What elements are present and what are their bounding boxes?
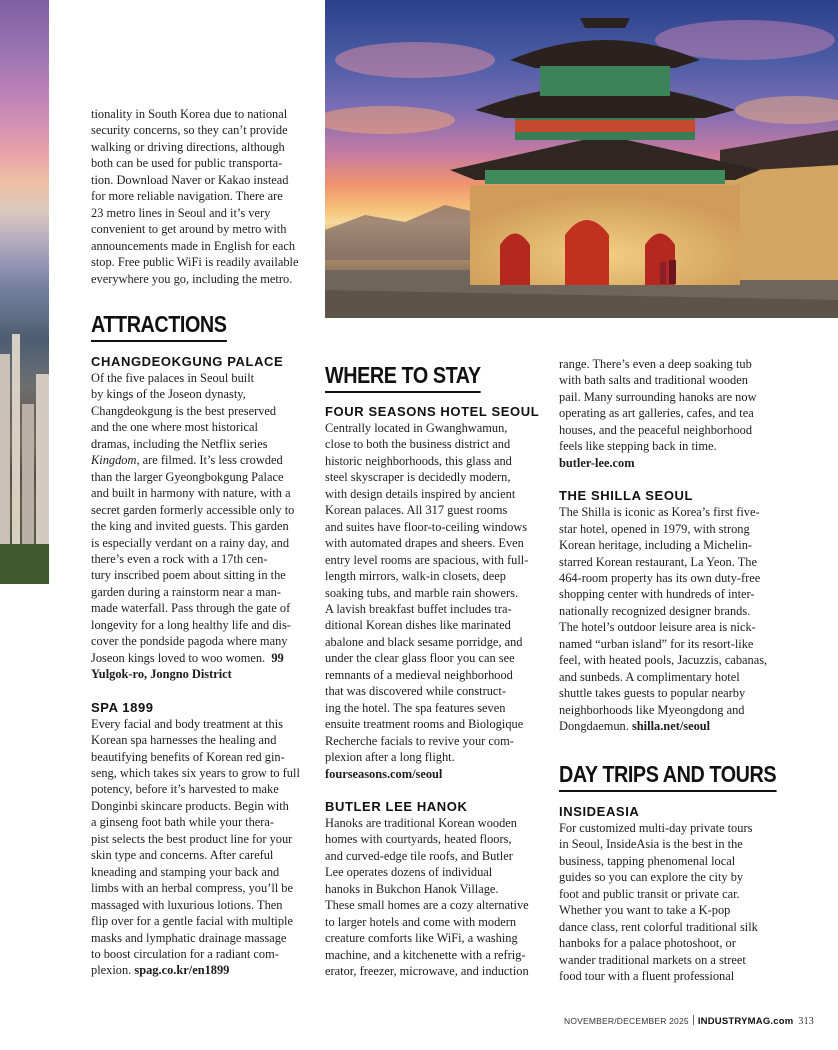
day-trips-section <box>559 761 812 792</box>
body-line: soaking tubs, and marble rain showers. <box>325 585 519 600</box>
body-line: Of the five palaces in Seoul built <box>91 371 255 385</box>
body-line: erator, freezer, microwave, and induction <box>325 964 529 979</box>
body-line: range. There’s even a deep soaking tub <box>559 357 752 371</box>
body-text: plexion. <box>91 963 132 978</box>
body-line: feel, with heated pools, Jacuzzis, cabanas, <box>559 653 768 668</box>
where-to-stay-title: WHERE TO STAY <box>325 362 481 393</box>
intro-line: stop. Free public WiFi is readily available <box>91 255 299 270</box>
body-line: machine, and a kitchenette with a refrig- <box>325 947 526 962</box>
body-line: Whether you want to take a K-pop <box>559 903 731 918</box>
body-line: 464-room property has its own duty-free <box>559 570 761 585</box>
intro-line: walking or driving directions, although <box>91 139 285 154</box>
body-line: masks and lymphatic drainage massage <box>91 930 287 945</box>
body-line <box>91 650 313 666</box>
body-line: Recherche facials to revive your com- <box>325 733 514 748</box>
body-line: pail. Many surrounding hanoks are now <box>559 389 757 404</box>
body-line: and curved-edge tile roofs, and Butler <box>325 848 513 863</box>
body-line: by kings of the Joseon dynasty, <box>91 387 246 402</box>
body-line: there’s even a rock with a 17th cen- <box>91 551 268 566</box>
body-line: ditional Korean dishes like marinated <box>325 618 511 633</box>
body-line: steel skyscraper is decidedly modern, <box>325 470 511 485</box>
body-line: ensuite treatment rooms and Biologique <box>325 717 524 732</box>
body-line <box>91 962 313 978</box>
body-text: Dongdaemun. <box>559 719 629 734</box>
body-line: massaged with luxurious lotions. Then <box>91 897 283 912</box>
column-2 <box>325 404 547 980</box>
body-line: hanboks for a palace photoshoot, or <box>559 936 736 951</box>
intro-line: for more reliable navigation. There are <box>91 189 283 204</box>
body-line: dance class, rent colorful traditional silk <box>559 919 758 934</box>
netflix-series-title: Kingdom <box>91 453 137 468</box>
intro-line: tionality in South Korea due to national <box>91 107 288 121</box>
body-line: to boost circulation for a radiant com- <box>91 946 279 961</box>
body-line: business, tapping phenomenal local <box>559 853 736 868</box>
body-line: Donginbi skincare products. Begin with <box>91 798 289 813</box>
changdeokgung-heading: CHANGDEOKGUNG PALACE <box>91 354 284 369</box>
body-line: For customized multi-day private tours <box>559 821 753 835</box>
body-line: Changdeokgung is the best preserved <box>91 403 277 418</box>
body-line: foot and public transit or private car. <box>559 886 740 901</box>
day-trips-title: DAY TRIPS AND TOURS <box>559 761 776 792</box>
intro-line: both can be used for public transporta- <box>91 156 283 171</box>
body-line: and suites have floor-to-ceiling windows <box>325 519 528 534</box>
intro-line: announcements made in English for each <box>91 238 296 253</box>
body-line: is especially verdant on a rainy day, and <box>91 535 290 550</box>
body-line: made waterfall. Pass through the gate of <box>91 601 291 616</box>
body-line: potency, before it’s harvested to make <box>91 782 279 797</box>
body-line: named “urban island” for its resort-like <box>559 636 754 651</box>
body-line: limbs with an herbal compress, you’ll be <box>91 881 293 896</box>
body-line: and the one where most historical <box>91 420 258 435</box>
address-number: 99 <box>271 650 284 665</box>
body-line: and built in harmony with nature, with a <box>91 486 291 501</box>
body-line: Korean palaces. All 317 guest rooms <box>325 503 508 518</box>
column-1 <box>91 354 313 979</box>
magazine-site[interactable]: INDUSTRYMAG.com <box>697 1016 794 1027</box>
body-line: shopping center with hundreds of inter- <box>559 587 755 602</box>
body-line: a ginseng foot bath while your thera- <box>91 815 275 830</box>
attractions-title: ATTRACTIONS <box>91 311 227 342</box>
body-line: tury inscribed poem about sitting in the <box>91 568 286 583</box>
body-line: that was discovered while construct- <box>325 684 506 699</box>
body-line: feels like stepping back in time. <box>559 439 717 454</box>
body-line: beautifying benefits of Korean red gin- <box>91 749 285 764</box>
body-line: in Seoul, InsideAsia is the best in the <box>559 837 743 852</box>
body-line: ing the hotel. The spa features seven <box>325 700 506 715</box>
body-line: houses, and the peaceful neighborhood <box>559 422 753 437</box>
footer-divider <box>693 1015 694 1025</box>
column-3 <box>559 356 781 735</box>
body-line <box>559 718 781 734</box>
body-line: abalone and black sesame porridge, and <box>325 634 523 649</box>
body-line: pist selects the best product line for your <box>91 831 293 846</box>
body-line: to larger hotels and come with modern <box>325 914 517 929</box>
intro-paragraph <box>91 106 313 287</box>
intro-line: everywhere you go, including the metro. <box>91 271 293 286</box>
body-text: Joseon kings loved to woo women. <box>91 650 266 665</box>
intro-line: tion. Download Naver or Kakao instead <box>91 172 289 187</box>
body-line: skin type and concerns. After careful <box>91 848 274 863</box>
issue-date: NOVEMBER/DECEMBER 2025 <box>563 1016 689 1026</box>
body-line: starred Korean restaurant, La Yeon. The <box>559 554 757 569</box>
intro-line: convenient to get around by metro with <box>91 222 287 237</box>
column-3-tours <box>559 804 781 985</box>
four-seasons-heading: FOUR SEASONS HOTEL SEOUL <box>325 404 540 419</box>
body-line: length mirrors, walk-in closets, deep <box>325 569 506 584</box>
body-line: operating as art galleries, cafes, and tea <box>559 406 754 421</box>
body-line: The Shilla is iconic as Korea’s first five- <box>559 505 760 520</box>
body-line: close to both the business district and <box>325 437 511 452</box>
body-line: nationally recognized designer brands. <box>559 603 751 618</box>
body-line: Korean spa harnesses the healing and <box>91 733 277 748</box>
body-line: Lee operates dozens of individual <box>325 865 493 880</box>
four-seasons-link[interactable]: fourseasons.com/seoul <box>325 766 443 781</box>
body-line: historic neighborhoods, this glass and <box>325 453 512 468</box>
body-line: hanoks in Bukchon Hanok Village. <box>325 881 499 896</box>
body-line: homes with courtyards, heated floors, <box>325 832 512 847</box>
gyeongbokgung-palace-photo <box>325 0 838 318</box>
body-line: dramas, including the Netflix series <box>91 436 268 451</box>
page-number: 313 <box>798 1016 814 1027</box>
body-line: with automated drapes and sheers. Even <box>325 536 524 551</box>
butler-lee-heading: BUTLER LEE HANOK <box>325 798 468 814</box>
body-line: neighborhoods like Myeongdong and <box>559 702 745 717</box>
body-line: star hotel, opened in 1979, with strong <box>559 521 750 536</box>
intro-line: 23 metro lines in Seoul and it’s very <box>91 205 271 220</box>
body-line: plexion after a long flight. <box>325 750 455 765</box>
shilla-link[interactable]: shilla.net/seoul <box>631 719 711 734</box>
body-line: Hanoks are traditional Korean wooden <box>325 815 517 830</box>
body-line: garden during a rainstorm near a man- <box>91 584 281 599</box>
body-line: The hotel’s outdoor leisure area is nick- <box>559 620 756 635</box>
spa-1899-link[interactable]: spag.co.kr/en1899 <box>134 963 230 978</box>
address-line: Yulgok-ro, Jongno District <box>91 667 232 682</box>
body-line: flip over for a gentle facial with multiple <box>91 914 293 929</box>
body-line: food tour with a fluent professional <box>559 969 735 984</box>
body-line: Korean heritage, including a Michelin- <box>559 538 753 553</box>
body-line: Every facial and body treatment at this <box>91 716 283 731</box>
butler-lee-link[interactable]: butler-lee.com <box>559 455 635 470</box>
body-line: longevity for a long healthy life and dis- <box>91 617 291 632</box>
body-line: wander traditional markets on a street <box>559 952 746 967</box>
body-line: seng, which takes six years to grow to full <box>91 765 300 780</box>
body-line: than the larger Gyeongbokgung Palace <box>91 469 284 484</box>
body-line: creature comforts like WiFi, a washing <box>325 931 518 946</box>
body-line: These small homes are a cozy alternative <box>325 898 529 913</box>
body-line: cover the pondside pagoda where many <box>91 634 288 649</box>
body-line: entry level rooms are spacious, with full- <box>325 552 529 567</box>
body-line: secret garden formerly accessible only to <box>91 502 295 517</box>
shilla-heading: THE SHILLA SEOUL <box>559 488 694 504</box>
body-line: kneading and stamping your back and <box>91 864 280 879</box>
body-line: A lavish breakfast buffet includes tra- <box>325 601 512 616</box>
body-text: , are filmed. It’s less crowded <box>136 453 283 468</box>
body-line <box>91 452 313 468</box>
body-line: guides so you can explore the city by <box>559 870 744 885</box>
body-line: under the clear glass floor you can see <box>325 651 515 666</box>
insideasia-heading: INSIDEASIA <box>559 804 640 819</box>
spa-1899-heading: SPA 1899 <box>91 699 154 715</box>
city-skyline-photo-strip <box>0 0 49 584</box>
intro-line: security concerns, so they can’t provide <box>91 123 288 138</box>
body-line: shuttle takes guests to popular nearby <box>559 686 746 701</box>
body-line: and sunbeds. A complimentary hotel <box>559 669 740 684</box>
body-line: with design details inspired by ancient <box>325 486 516 501</box>
page-footer <box>564 1015 814 1027</box>
body-line: with bath salts and traditional wooden <box>559 373 748 388</box>
body-line: remnants of a medieval neighborhood <box>325 667 513 682</box>
body-line: the king and invited guests. This garden <box>91 519 289 534</box>
where-to-stay-section <box>325 362 506 393</box>
attractions-section <box>91 311 249 342</box>
body-line: Centrally located in Gwanghwamun, <box>325 421 508 435</box>
palace-illustration <box>325 0 838 318</box>
